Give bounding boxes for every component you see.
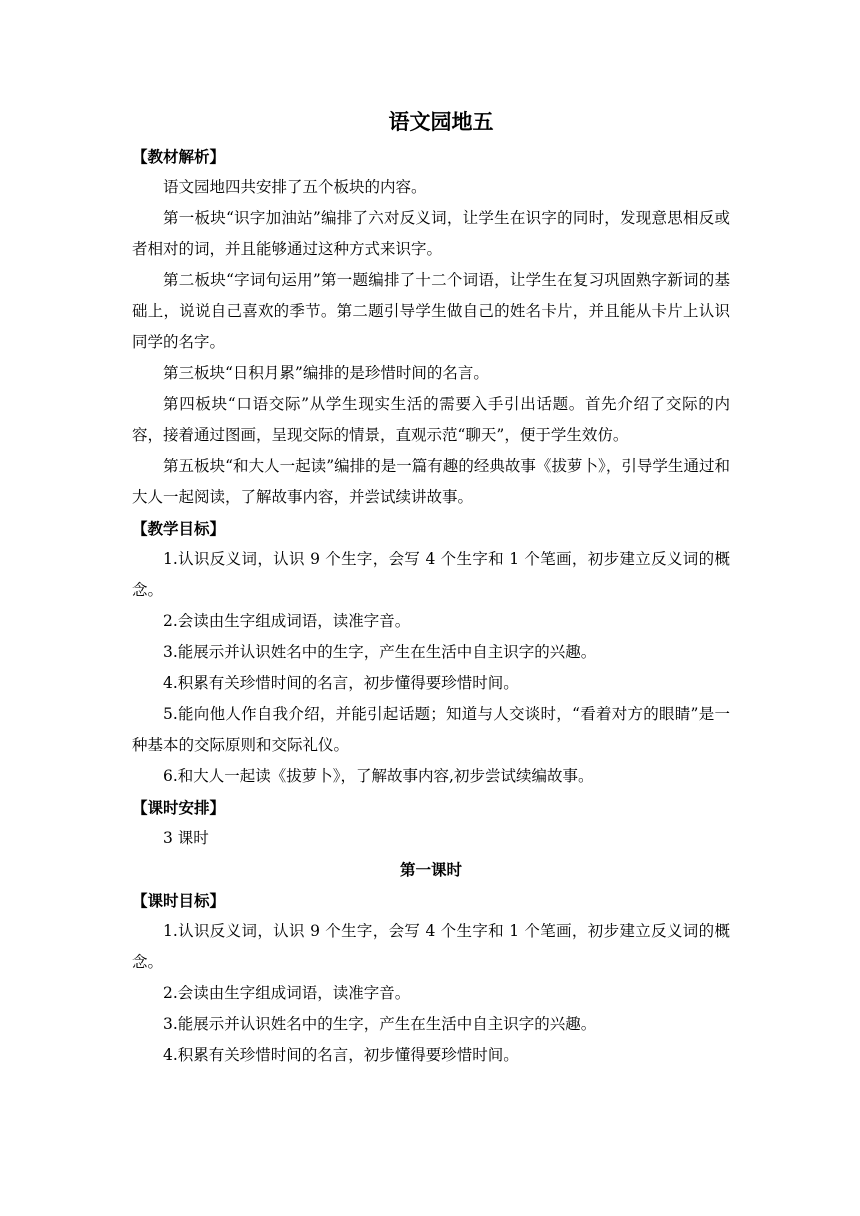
section-heading-goals: 【教学目标】 <box>132 519 226 538</box>
analysis-paragraph: 语文园地四共安排了五个板块的内容。 <box>163 178 427 196</box>
analysis-paragraph: 第一板块“识字加油站”编排了六对反义词，让学生在识字的同时，发现意思相反或者相对的词，并且能够通过这种方式来识字。 <box>132 209 730 258</box>
goal-item: 2.会读由生字组成词语，读准字音。 <box>163 612 411 630</box>
goal-item: 3.能展示并认识姓名中的生字，产生在生活中自主识字的兴趣。 <box>163 643 597 661</box>
section-heading-lesson-goals: 【课时目标】 <box>132 891 226 910</box>
document-content <box>132 103 730 1071</box>
analysis-paragraph: 第四板块“口语交际”从学生现实生活的需要入手引出话题。首先介绍了交际的内容，接着通过图画，呈现交际的情景，直观示范“聊天”，便于学生效仿。 <box>132 395 730 444</box>
document-title: 语文园地五 <box>388 109 494 134</box>
schedule-text: 3 课时 <box>163 829 209 847</box>
goal-item: 4.积累有关珍惜时间的名言，初步懂得要珍惜时间。 <box>163 674 519 692</box>
lesson-goal-item: 4.积累有关珍惜时间的名言，初步懂得要珍惜时间。 <box>163 1046 519 1064</box>
goal-item: 5.能向他人作自我介绍，并能引起话题；知道与人交谈时，“看着对方的眼睛”是一种基本的交际原则和交际礼仪。 <box>132 705 730 754</box>
lesson-goal-item: 3.能展示并认识姓名中的生字，产生在生活中自主识字的兴趣。 <box>163 1015 597 1033</box>
analysis-paragraph: 第五板块“和大人一起读”编排的是一篇有趣的经典故事《拔萝卜》，引导学生通过和大人一起阅读，了解故事内容，并尝试续讲故事。 <box>132 457 730 506</box>
goal-item: 6.和大人一起读《拔萝卜》，了解故事内容,初步尝试续编故事。 <box>163 767 594 785</box>
section-heading-analysis: 【教材解析】 <box>132 147 226 166</box>
goal-item: 1.认识反义词，认识 9 个生字，会写 4 个生字和 1 个笔画，初步建立反义词的概念。 <box>132 550 730 599</box>
lesson-goal-item: 2.会读由生字组成词语，读准字音。 <box>163 984 411 1002</box>
analysis-paragraph: 第二板块“字词句运用”第一题编排了十二个词语，让学生在复习巩固熟字新词的基础上，说说自己喜欢的季节。第二题引导学生做自己的姓名卡片，并且能从卡片上认识同学的名字。 <box>132 271 730 351</box>
lesson-one-title: 第一课时 <box>399 860 462 879</box>
lesson-goal-item: 1.认识反义词，认识 9 个生字，会写 4 个生字和 1 个笔画，初步建立反义词的概念。 <box>132 922 730 971</box>
section-heading-schedule: 【课时安排】 <box>132 798 226 817</box>
analysis-paragraph: 第三板块“日积月累”编排的是珍惜时间的名言。 <box>163 364 489 382</box>
